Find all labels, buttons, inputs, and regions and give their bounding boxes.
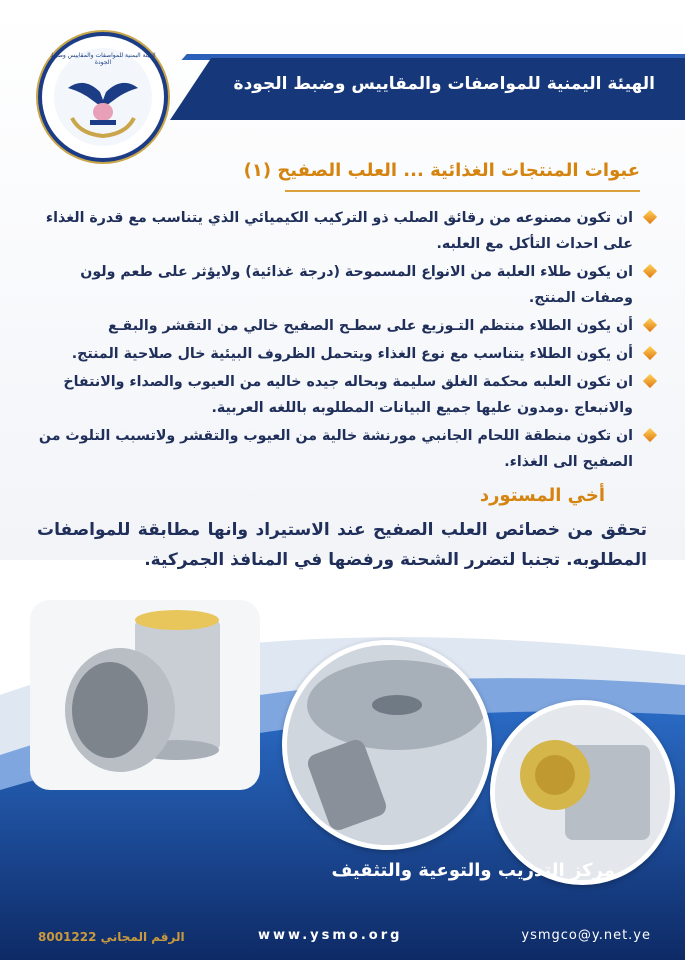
list-item-text: ان تكون مصنوعه من رقائق الصلب ذو التركيب الكيميائي الذي يتناسب مع قدرة الغذاء على احداث التأكل مع العلبه. <box>45 210 633 252</box>
requirements-list <box>27 205 657 477</box>
diamond-bullet-icon <box>643 346 657 360</box>
website-link[interactable]: www.ysmo.org <box>258 928 403 943</box>
list-item-text: ان تكون العلبه محكمة الغلق سليمة وبحاله جيده خاليه من العيوب والصداء والانتفاخ والانبعاج .ومدون عليها جميع البيانات المطلوبه باللغه العربية. <box>63 374 633 416</box>
diamond-bullet-icon <box>643 210 657 224</box>
diamond-bullet-icon <box>643 374 657 388</box>
training-center-name: مركز التدريب والتوعية والتثقيف <box>331 860 615 881</box>
list-item-text: أن يكون الطلاء منتظم التـوزيع على سطـح الصفيح خالي من التقشر والبقـع <box>107 318 633 334</box>
list-item <box>27 369 657 421</box>
email-link[interactable]: ysmgco@y.net.ye <box>521 928 651 943</box>
list-item <box>27 259 657 311</box>
open-tin-cans-photo <box>30 600 260 790</box>
list-item <box>27 423 657 475</box>
footer-contact-row <box>0 918 685 958</box>
organization-title: الهيئة اليمنية للمواصفات والمقاييس وضبط الجودة <box>233 74 655 94</box>
rusted-can-photo <box>490 700 675 885</box>
list-item-text: أن يكون الطلاء يتناسب مع نوع الغذاء ويتحمل الظروف البيئية خال صلاحية المنتج. <box>71 346 633 362</box>
importer-message: تحقق من خصائص العلب الصفيح عند الاستيراد وانها مطابقة للمواصفات المطلوبه. تجنبا لتضرر الشحنة ورفضها في المنافذ الجمركية. <box>37 520 647 570</box>
list-item <box>27 205 657 257</box>
list-item <box>27 341 657 367</box>
diamond-bullet-icon <box>643 428 657 442</box>
diamond-bullet-icon <box>643 264 657 278</box>
list-item-text: ان تكون منطقة اللحام الجانبي مورنشة خالية من العيوب والتقشر ولاتسبب التلوث من الصفيح الى الغذاء. <box>38 428 633 470</box>
importer-heading: أخي المستورد <box>479 485 605 506</box>
organization-logo <box>38 32 168 162</box>
diamond-bullet-icon <box>643 318 657 332</box>
damaged-cans-photo <box>282 640 492 850</box>
section-title: عبوات المنتجات الغذائية ... العلب الصفيح (١) <box>243 160 640 181</box>
title-underline <box>285 190 640 192</box>
free-number: الرقم المجاني 8001222 <box>38 930 185 944</box>
logo-lettering: الهيئة اليمنية للمواصفات والمقاييس وضبط الجودة <box>50 52 156 66</box>
list-item-text: ان يكون طلاء العلبة من الانواع المسموحة (درجة غذائية) ولايؤثر على طعم ولون وصفات المنتج. <box>80 264 633 306</box>
list-item <box>27 313 657 339</box>
